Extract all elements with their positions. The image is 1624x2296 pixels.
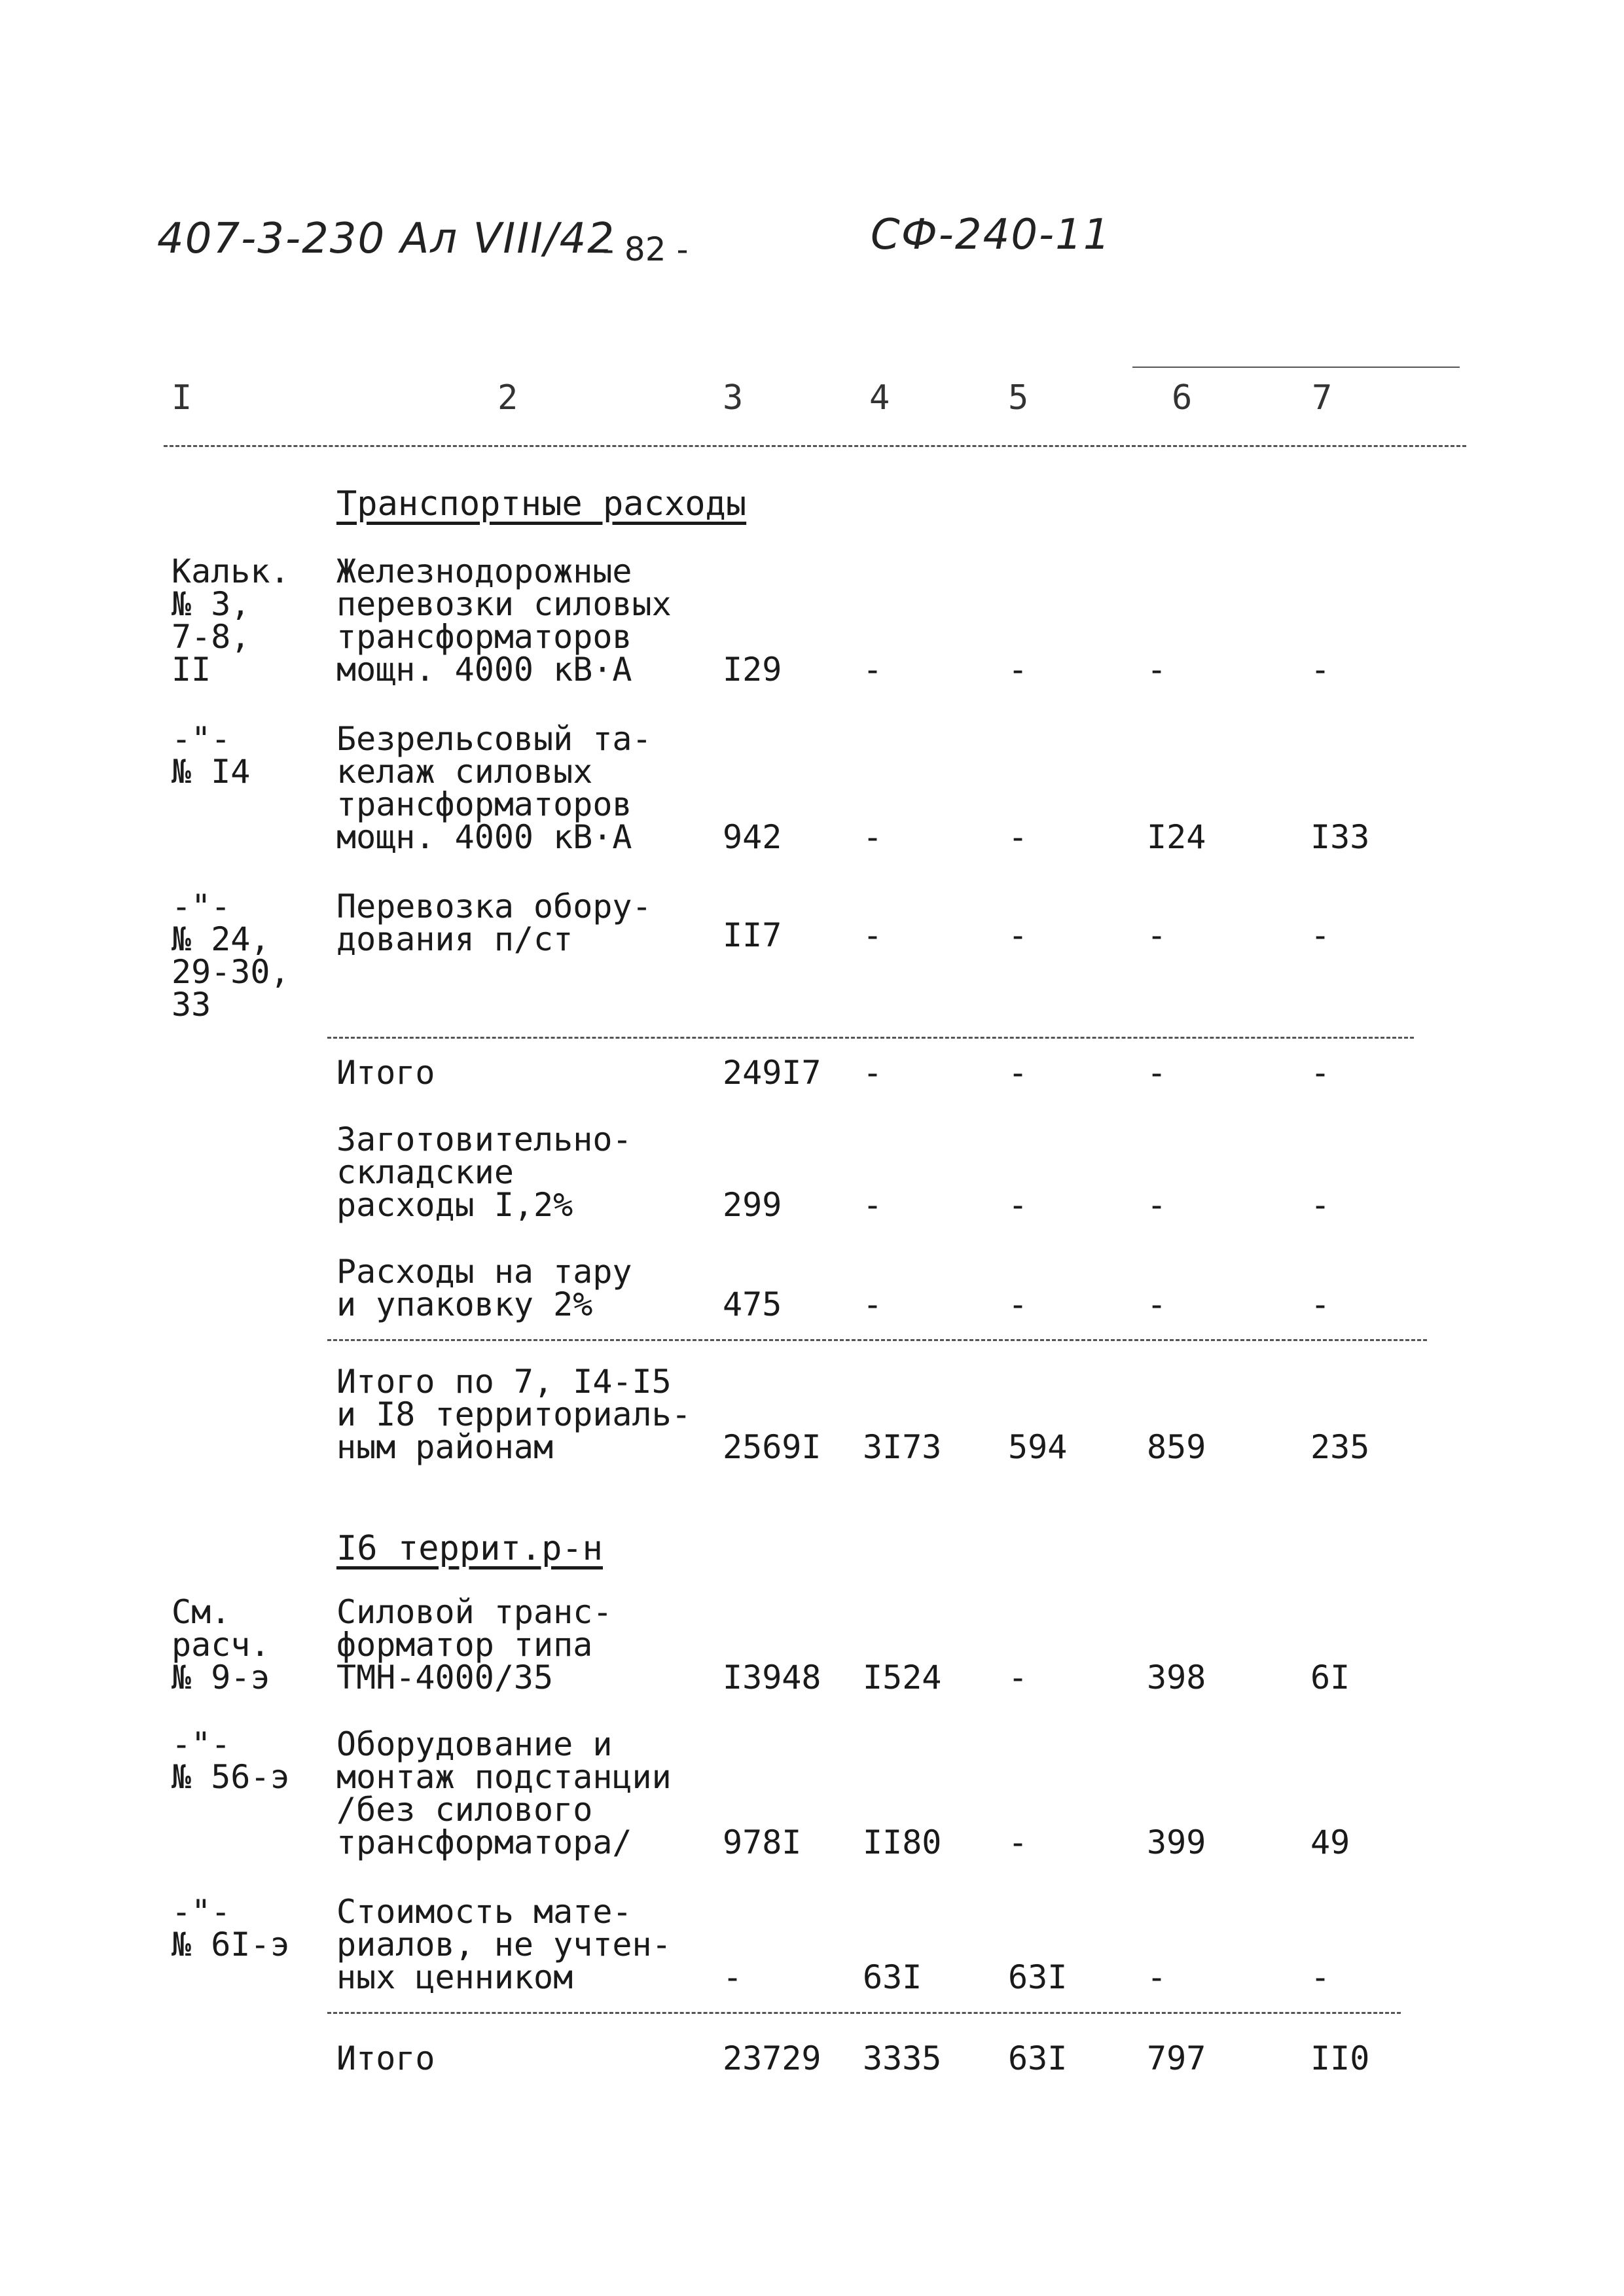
row-separator (327, 1339, 1427, 1341)
row-description: Силовой транс- форматор типа ТМН-4000/35 (336, 1593, 613, 1696)
header-bottom-rule (164, 445, 1466, 447)
row-col6: - (1147, 1054, 1167, 1092)
row-col4: I524 (863, 1659, 942, 1696)
row-ref: Кальк. № 3, 7-8, II (171, 552, 290, 689)
row-col4: 3I73 (863, 1428, 942, 1466)
row-col4: - (863, 651, 883, 689)
row-col3: I3948 (723, 1659, 821, 1696)
row-col7: - (1310, 1285, 1331, 1323)
row-description: Итого (336, 1054, 435, 1092)
document-code: 407-3-230 Ал VIII/42 (157, 215, 615, 263)
row-col7: 49 (1310, 1823, 1350, 1861)
row-col4: 63I (863, 1958, 922, 1996)
row-col7: 6I (1310, 1659, 1350, 1696)
row-col4: II80 (863, 1823, 942, 1861)
row-col5: - (1008, 916, 1028, 954)
row-col6: 399 (1147, 1823, 1206, 1861)
row-col3: - (723, 1958, 743, 1996)
row-col6: 859 (1147, 1428, 1206, 1466)
row-col3: II7 (723, 916, 782, 954)
row-col3: 978I (723, 1823, 802, 1861)
column-header-1: I (171, 378, 192, 418)
row-col5: - (1008, 1054, 1028, 1092)
row-col5: - (1008, 1186, 1028, 1224)
column-header-7: 7 (1312, 378, 1333, 418)
row-col7: - (1310, 651, 1331, 689)
row-col6: - (1147, 1186, 1167, 1224)
row-col7: 235 (1310, 1428, 1370, 1466)
sheet-code: СФ-240-11 (871, 211, 1111, 259)
row-col6: - (1147, 1285, 1167, 1323)
row-col3: 299 (723, 1186, 782, 1224)
row-col6: - (1147, 916, 1167, 954)
row-col3: 249I7 (723, 1054, 821, 1092)
row-ref: -"- № 24, 29-30, 33 (171, 888, 290, 1024)
row-col4: - (863, 1285, 883, 1323)
row-description: Безрельсовый та- келаж силовых трансформаторов мощн. 4000 кВ·А (336, 720, 652, 856)
row-col5: - (1008, 1659, 1028, 1696)
row-ref: -"- № 6I-э (171, 1893, 290, 1964)
row-col6: 398 (1147, 1659, 1206, 1696)
row-col6: - (1147, 651, 1167, 689)
row-ref: См. расч. № 9-э (171, 1593, 270, 1696)
row-col7: - (1310, 916, 1331, 954)
row-col5: 594 (1008, 1428, 1068, 1466)
page-number: - 82 - (602, 230, 689, 268)
column-header-5: 5 (1008, 378, 1029, 418)
row-col7: - (1310, 1186, 1331, 1224)
row-description: Итого (336, 2039, 435, 2077)
row-separator (327, 1037, 1414, 1039)
row-col7: - (1310, 1054, 1331, 1092)
row-col4: - (863, 818, 883, 856)
row-col3: 2569I (723, 1428, 821, 1466)
section-heading-territory: I6 террит.р-н (336, 1529, 603, 1568)
row-description: Стоимость мате- риалов, не учтен- ных ценником (336, 1893, 672, 1996)
row-col6: 797 (1147, 2039, 1206, 2077)
column-header-6: 6 (1172, 378, 1193, 418)
row-description: Железнодорожные перевозки силовых трансформаторов мощн. 4000 кВ·А (336, 552, 672, 689)
row-col3: 475 (723, 1285, 782, 1323)
row-description: Перевозка обору- дования п/ст (336, 888, 652, 958)
row-col5: 63I (1008, 1958, 1068, 1996)
row-ref: -"- № 56-э (171, 1725, 290, 1796)
row-description: Оборудование и монтаж подстанции /без силового трансформатора/ (336, 1725, 672, 1861)
row-col3: 23729 (723, 2039, 821, 2077)
row-col4: 3335 (863, 2039, 942, 2077)
column-header-2: 2 (497, 378, 518, 418)
row-col3: 942 (723, 818, 782, 856)
row-col3: I29 (723, 651, 782, 689)
column-header-4: 4 (869, 378, 890, 418)
row-col5: 63I (1008, 2039, 1068, 2077)
row-col5: - (1008, 651, 1028, 689)
column-header-3: 3 (723, 378, 744, 418)
row-separator (327, 2012, 1401, 2014)
row-description: Заготовительно- складские расходы I,2% (336, 1121, 632, 1224)
row-col4: - (863, 1054, 883, 1092)
row-col4: - (863, 916, 883, 954)
row-ref: -"- № I4 (171, 720, 251, 791)
row-col7: - (1310, 1958, 1331, 1996)
row-col6: I24 (1147, 818, 1206, 856)
row-description: Расходы на тару и упаковку 2% (336, 1253, 632, 1323)
header-top-rule (1132, 367, 1460, 368)
row-col5: - (1008, 818, 1028, 856)
row-col5: - (1008, 1285, 1028, 1323)
row-col7: I33 (1310, 818, 1370, 856)
row-col7: II0 (1310, 2039, 1370, 2077)
row-col5: - (1008, 1823, 1028, 1861)
row-col6: - (1147, 1958, 1167, 1996)
section-heading-transport: Транспортные расходы (336, 484, 747, 524)
row-description: Итого по 7, I4-I5 и I8 территориаль- ным районам (336, 1363, 691, 1466)
row-col4: - (863, 1186, 883, 1224)
